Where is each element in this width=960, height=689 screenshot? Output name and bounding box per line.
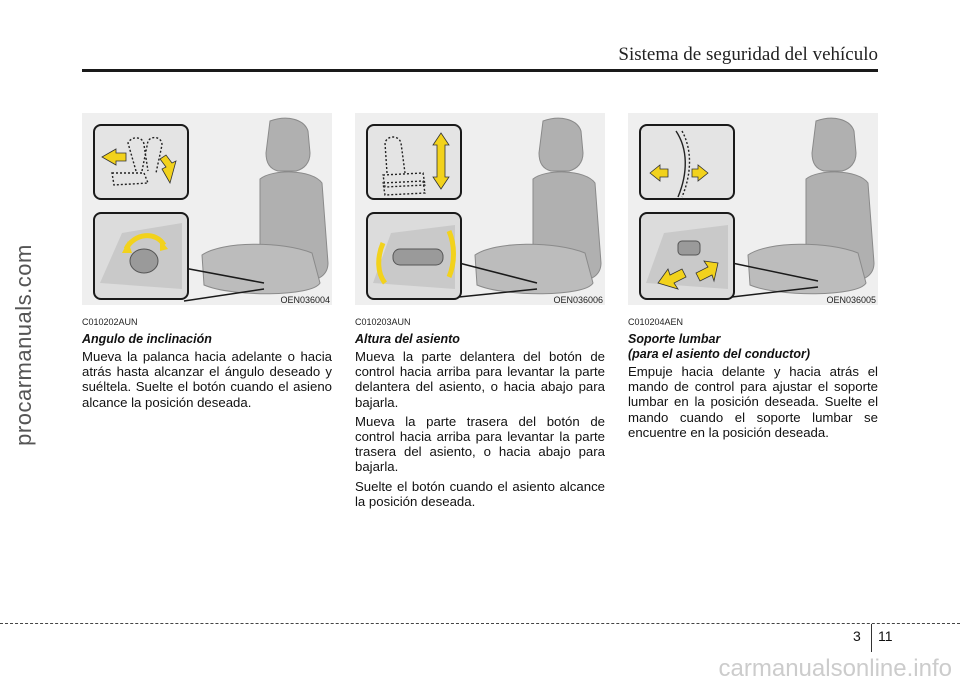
section-title-line2: (para el asiento del conductor): [628, 347, 810, 361]
recline-lever-icon: [94, 213, 188, 299]
seat-illustration: [475, 118, 601, 294]
figure-recline: [82, 113, 332, 305]
section-body: [355, 349, 605, 509]
paragraph: Mueva la parte delantera del botón de control hacia arriba para levantar la parte delantera del asiento, o hacia abajo para bajarla.: [355, 349, 605, 410]
section-title: Altura del asiento: [355, 332, 460, 346]
seat-illustration: [748, 118, 874, 294]
seat-recline-illustration: [82, 113, 332, 305]
section-code: C010203AUN: [355, 317, 411, 327]
section-body: [628, 364, 878, 440]
figure-code: OEN036006: [553, 295, 603, 305]
footer-page-number: 11: [878, 628, 893, 644]
seat-lumbar-illustration: [628, 113, 878, 305]
section-title-line1: Soporte lumbar: [628, 332, 721, 346]
section-code: C010204AEN: [628, 317, 684, 327]
lumbar-support-icon: [640, 213, 734, 299]
height-diagram-icon: [367, 125, 461, 199]
header-rule: [82, 69, 878, 72]
recline-diagram-icon: [94, 125, 188, 199]
figure-code: OEN036005: [826, 295, 876, 305]
figure-lumbar: [628, 113, 878, 305]
section-code: C010202AUN: [82, 317, 138, 327]
seat-height-illustration: [355, 113, 605, 305]
section-body: [82, 349, 332, 410]
paragraph: Mueva la parte trasera del botón de control hacia arriba para levantar la parte trasera del asiento, o hacia abajo para bajarla.: [355, 413, 605, 475]
figure-height: [355, 113, 605, 305]
footer-section-number: 3: [853, 628, 861, 644]
height-control-icon: [367, 213, 461, 299]
section-lumbar: [628, 113, 878, 444]
side-watermark: [0, 0, 48, 689]
page-header-title: Sistema de seguridad del vehículo: [618, 44, 878, 65]
footer-dashed-rule: [0, 623, 960, 624]
seat-illustration: [202, 118, 328, 294]
section-title: [628, 332, 878, 362]
paragraph: Suelte el botón cuando el asiento alcance la posición deseada.: [355, 478, 605, 509]
lumbar-diagram-icon: [640, 125, 734, 199]
paragraph: Mueva la palanca hacia adelante o hacia atrás hasta alcanzar el ángulo deseado y suéltela. Suelte el botón cuando el asieno alcance la posición deseada.: [82, 349, 332, 410]
section-height: [355, 113, 605, 513]
section-recline: [82, 113, 332, 414]
section-title: Angulo de inclinación: [82, 332, 212, 346]
footer-divider: [871, 624, 872, 652]
paragraph: Empuje hacia delante y hacia atrás el mando de control para ajustar el soporte lumbar en la posición deseada. Suelte el mando cuando el soporte lumbar se encuentre en la posición deseada.: [628, 364, 878, 440]
watermark-text: procarmanuals.com: [11, 243, 36, 446]
figure-code: OEN036004: [280, 295, 330, 305]
footer-credit: carmanualsonline.info: [718, 655, 952, 682]
